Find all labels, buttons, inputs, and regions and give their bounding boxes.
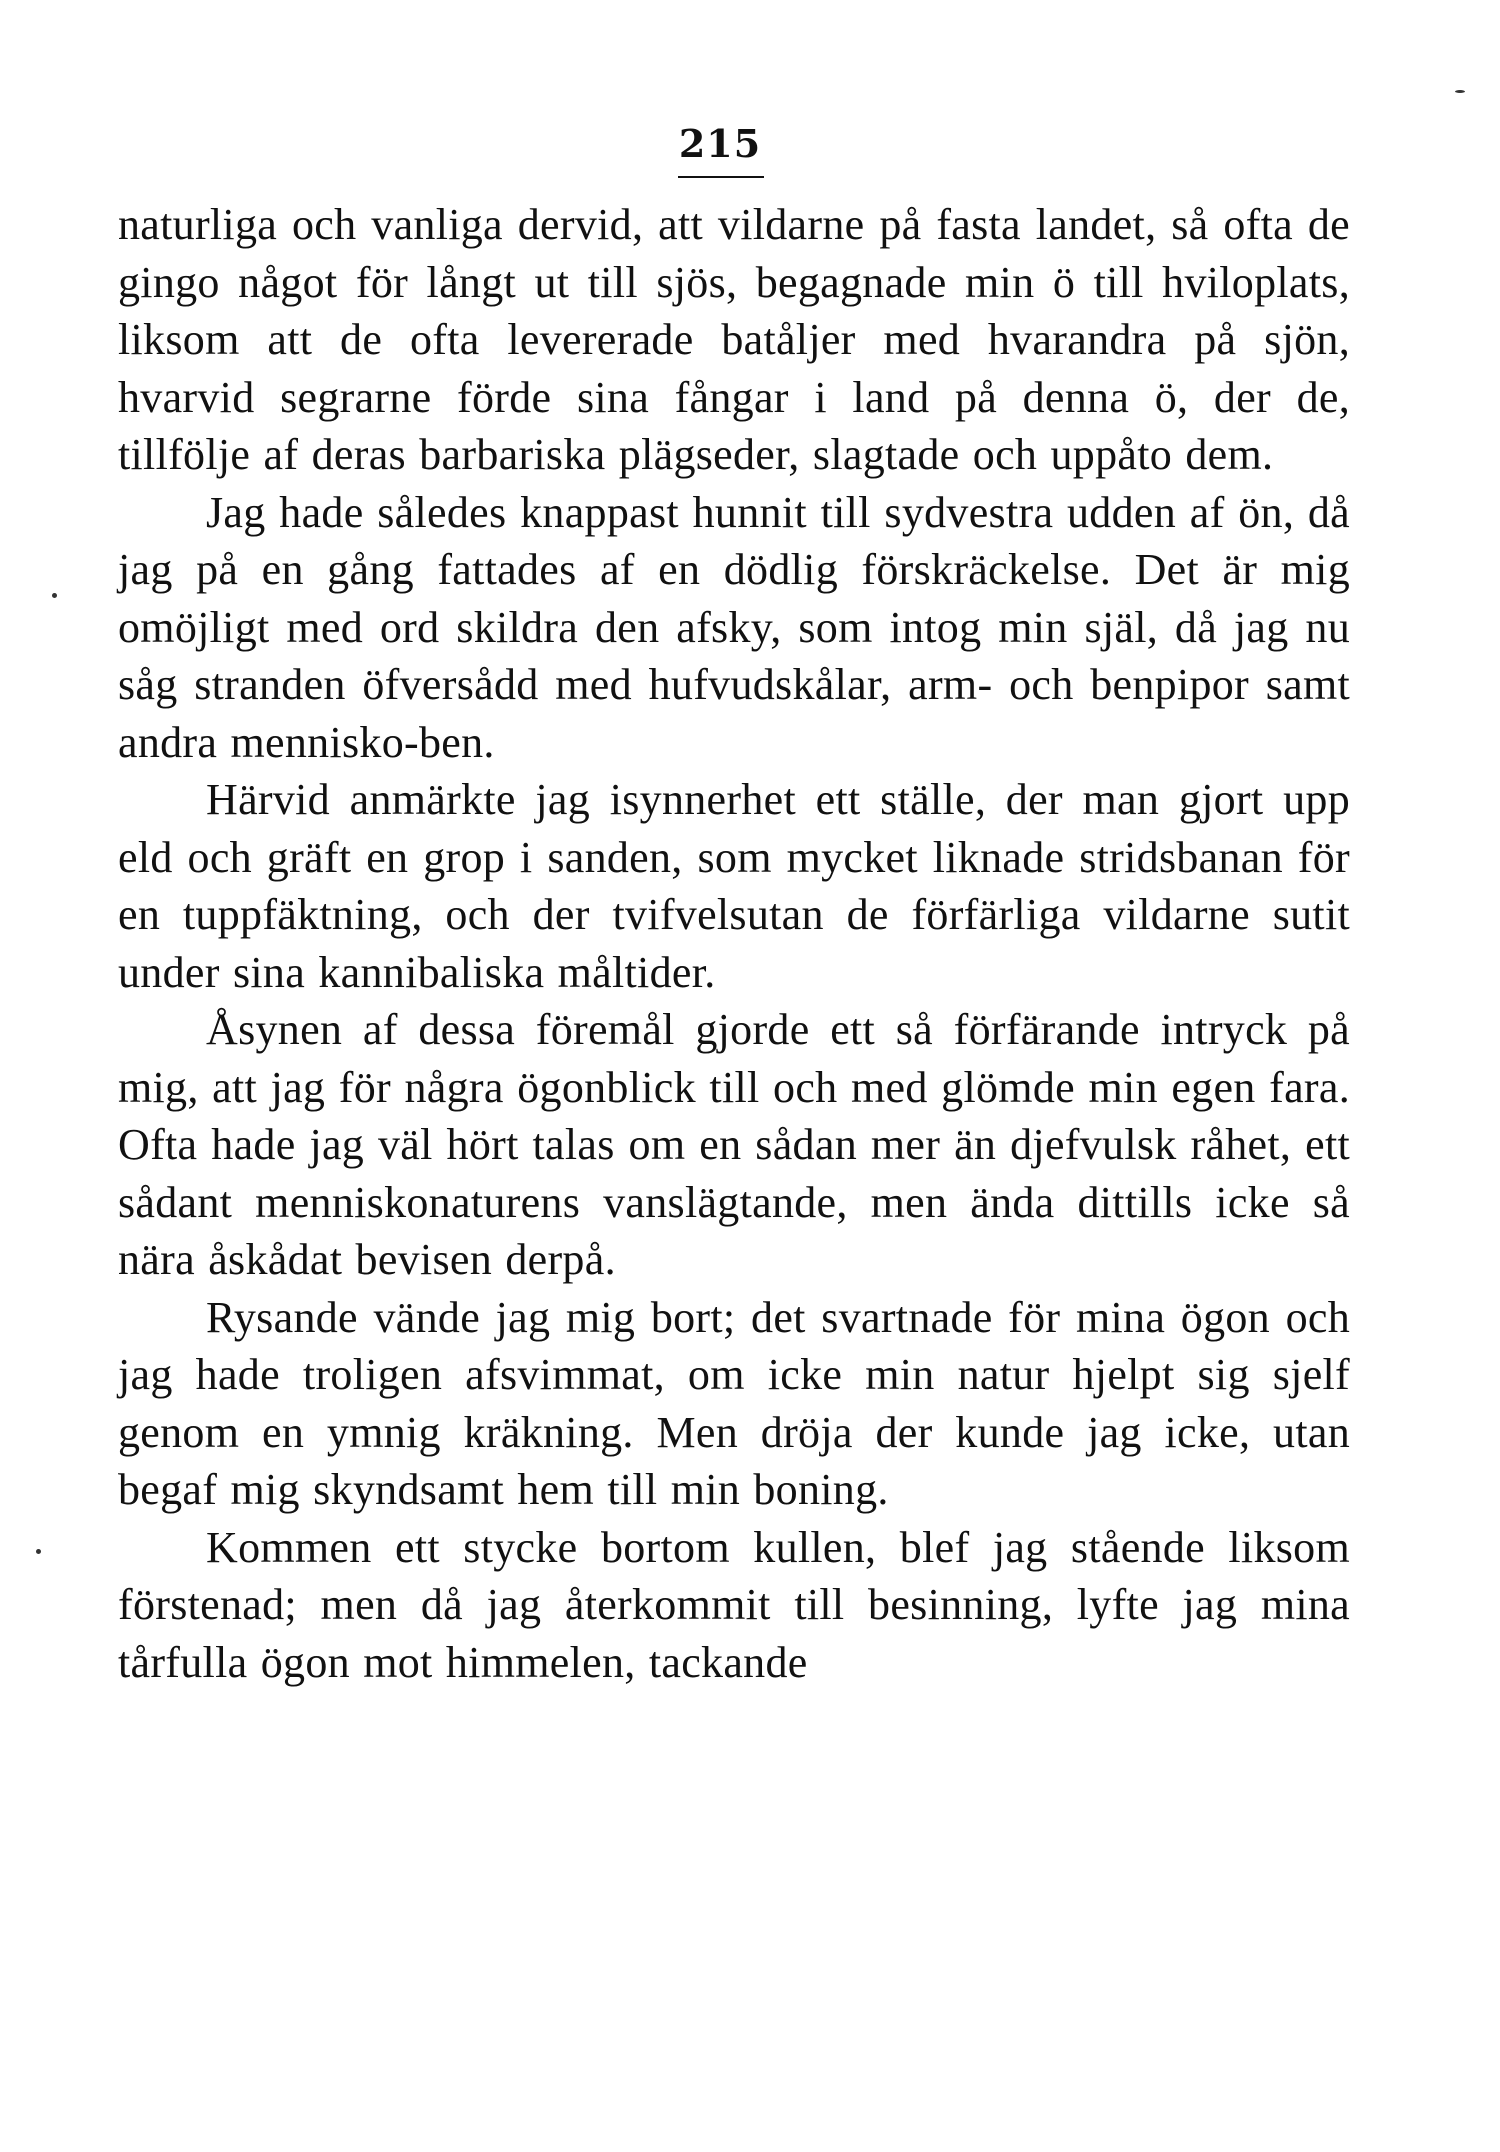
paragraph-2: Jag hade således knappast hunnit till sydvestra udden af ön, då jag på en gång fattades af en dödlig förskräckelse. Det är mig omöjligt med ord skildra den afsky, som intog min själ, då jag nu såg stranden öfversådd med hufvudskålar, arm- och benpipor samt andra mennisko-ben. (118, 487, 1350, 767)
page-number-rule (678, 176, 764, 178)
paragraph-1: naturliga och vanliga dervid, att vildarne på fasta landet, så ofta de gingo något för långt ut till sjös, begagnade min ö till hviloplats, liksom att de ofta levererade batåljer med hvarandra på sjön, hvarvid segrarne förde sina fångar i land på denna ö, der de, tillfölje af deras barbariska plägseder, slagtade och uppåto dem. (118, 200, 1350, 479)
ink-speck (52, 593, 57, 598)
ink-speck (36, 1549, 41, 1554)
paragraph-5: Rysande vände jag mig bort; det svartnade för mina ögon och jag hade troligen afsvimmat, om icke min natur hjelpt sig sjelf genom en ymnig kräkning. Men dröja der kunde jag icke, utan begaf mig skyndsamt hem till min boning. (118, 1292, 1350, 1514)
body-text (118, 196, 1350, 1691)
ink-speck (1455, 90, 1465, 93)
paragraph-6: Kommen ett stycke bortom kullen, blef jag stående liksom förstenad; men då jag återkommit till besinning, lyfte jag mina tårfulla ögon mot himmelen, tackande (118, 1522, 1350, 1687)
paragraph-4: Åsynen af dessa föremål gjorde ett så förfärande intryck på mig, att jag för några ögonblick till och med glömde min egen fara. Ofta hade jag väl hört talas om en sådan mer än djefvulsk råhet, ett sådant menniskonaturens vanslägtande, men ända dittills icke så nära åskådat bevisen derpå. (118, 1005, 1350, 1284)
paragraph-3: Härvid anmärkte jag isynnerhet ett ställe, der man gjort upp eld och gräft en grop i sanden, som mycket liknade stridsbanan för en tuppfäktning, och der tvifvelsutan de förfärliga vildarne sutit under sina kannibaliska måltider. (118, 775, 1350, 997)
page-number: 215 (678, 121, 762, 166)
